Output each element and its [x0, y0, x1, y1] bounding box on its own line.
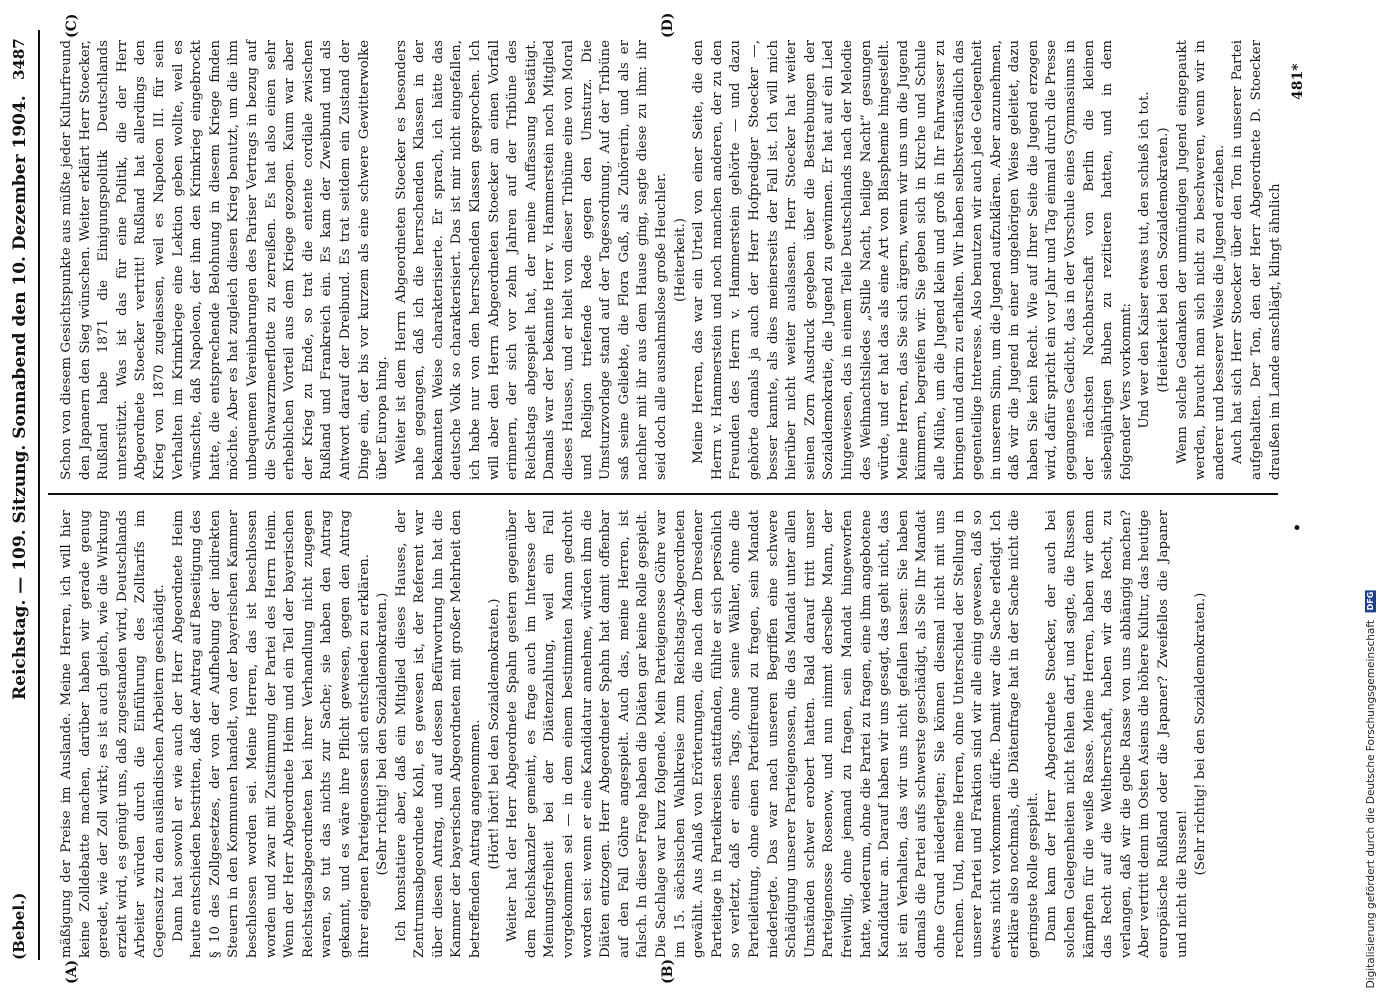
paragraph: Weiter hat der Herr Abgeordnete Spahn gestern gegenüber dem Reichskanzler gemeint, es frage auch im Interesse der Meinungsfreiheit bei der Diätenzahlung, weil ein Fall vorgekommen sei — in dem einem bestimmten Mann gedroht worden sei: wenn er eine Kandidatur annehme, würden ihm die Diäten entzogen. Herr Abgeordneter Spahn hat damit offenbar auf den Fall Göhre angespielt. Auch das, meine Herren, ist falsch. In dieser Frage haben die Diäten gar keine Rolle gespielt. Die Sachlage war kurz folgende. Mein Parteigenosse Göhre war im 15. sächsischen Wahlkreise zum Reichstags-Abgeordneten gewählt. Aus Anlaß von Erörterungen, die nach dem Dresdener Parteitage in Parteikreisen stattfanden, fühlte er sich persönlich so verletzt, daß er eines Tags, ohne seine Wähler, ohne die Parteileitung, ohne einen Parteifreund zu fragen, sein Mandat niederlegte. Das war nach unseren Begriffen eine schwere Schädigung unserer Parteigenossen, die das Mandat unter allen Umständen schwer erobert hatten. Bald darauf tritt unser Parteigenosse Rosenow, und nun nimmt derselbe Mann, der freiwillig, ohne jemand zu fragen, sein Mandat hingeworfen hatte, wiederum, ohne die Partei zu fragen, eine ihm angebotene Kandidatur an. Darauf haben wir uns gesagt, das geht nicht, das ist ein Verhalten, das wir uns nicht gefallen lassen: Sie haben damals die Partei aufs schwerste geschädigt, als Sie Ihr Mandat ohne Grund niederlegten; Sie können diesmal nicht mit uns rechnen. Und, meine Herren, ohne Unterschied der Stellung in unserer Partei und Fraktion sind wir alle einig gewesen, daß so etwas nicht vorkommen dürfe. Damit war die Sache erledigt. Ich erkläre also nochmals, die Diätenfrage hat in der Sache nicht die geringste Rolle gespielt. — [505, 510, 1041, 958]
right-text-column — [58, 40, 1283, 480]
paragraph: Ich konstatiere aber, daß ein Mitglied dieses Hauses, der Zentrumsabgeordnete Kohl, es gewesen ist, der Referent war über diesen Antrag, und auf dessen Befürwortung hin hat die Kammer der bayerischen Abgeordneten mit großer Mehrheit den betreffenden Antrag angenommen. — [393, 510, 484, 958]
speaker-name: (Bebel.) — [10, 892, 28, 960]
paragraph: Weiter ist dem Herrn Abgeordneten Stoecker es besonders nahe gegangen, daß ich die herrschenden Klassen in der bekannten Weise charakterisierte. Er sprach, ich hätte das deutsche Volk so charakterisiert. Das ist mir nicht eingefallen, ich habe nur von den herrschenden Klassen gesprochen. Ich will aber den Herrn Abgeordneten Stoecker an einen Vorfall erinnern, der sich vor zehn Jahren auf der Tribüne des Reichstags abgespielt hat, der meine Auffassung bestätigt. Damals war der bekannte Herr v. Hammerstein noch Mitglied dieses Hauses, und er hielt von dieser Tribüne eine von Moral und Religion triefende Rede gegen den Umsturz. Die Umsturzvorlage stand auf der Tagesordnung. Auf der Tribüne saß seine Geliebte, die Flora Gaß, als Zuhörerin, und als er nachher mit ihr aus dem Hause ging, sagte diese zu ihm: ihr seid doch alle ausnahmslose große Heuchler. — [393, 40, 669, 480]
paragraph: Dann hat sowohl er wie auch der Herr Abgeordnete Heim heute entschieden bestritten, daß der Antrag auf Beseitigung des § 10 des Zollgesetzes, der von der Aufhebung der indirekten Steuern in den Kommunen handelt, von der bayerischen Kammer beschlossen worden sei. Meine Herren, das ist beschlossen worden und zwar mit Zustimmung der Partei des Herrn Heim. Wenn der Herr Abgeordnete Heim und ein Teil der bayerischen Reichstagsabgeordneten bei ihrer Verhandlung nicht zugegen waren, so tut das nichts zur Sache; sie haben den Antrag gekannt, und es wäre ihre Pflicht gewesen, gegen den Antrag ihrer eigenen Parteigenossen sich entschieden zu erklären. — [170, 510, 372, 958]
paragraph: Auch hat sich Herr Stoecker über den Ton in unserer Partei aufgehalten. Der Ton, den der Herr Abgeordnete D. Stoecker draußen im Lande anschlägt, klingt ähnlich — [1230, 40, 1283, 480]
margin-mark-b: (B) — [660, 958, 676, 984]
paragraph: Meine Herren, das war ein Urteil von einer Seite, die den Herrn v. Hammerstein und noch manchen anderen, der zu den Freunden des Herrn v. Hammerstein gehörte — und dazu gehörte damals ja auch der Herr Hofprediger Stoecker —, besser kannte, als dies meinerseits der Fall ist. Ich will mich hierüber nicht weiter auslassen. Herr Stoecker hat weiter seinen Zorn Ausdruck gegeben über die Bestrebungen der Sozialdemokratie, die Jugend zu gewinnen. Er hat auf ein Lied hingewiesen, das in einem Teile Deutschlands nach der Melodie des Weihnachtsliedes „Stille Nacht, heilige Nacht“ gesungen würde, und er hat das als eine Art von Blasphemie hingestellt. Meine Herren, das Sie sich ärgern, wenn wir uns um die Jugend kümmern, begreifen wir. Sie geben sich in Kirche und Schule alle Mühe, um die Jugend klein und groß in Ihr Fahrwasser zu bringen und darin zu erhalten. Wir haben selbstverständlich das gegenteilige Interesse. Also benutzen wir auch jede Gelegenheit in unserem Sinn, um die Jugend aufzuklären. Aber anzunehmen, daß wir die Jugend in einer ungehörigen Weise geleitet, dazu haben Sie kein Recht. Wie auf Ihrer Seite die Jugend erzogen wird, dafür spricht ein vor Jahr und Tag einmal durch die Presse gegangenes Gedicht, das in der Vorschule eines Gymnasiums in der nächsten Nachbarschaft von Berlin die kleinen siebenjährigen Buben zu rezitieren hatten, und in dem folgender Vers vorkommt: — [691, 40, 1134, 480]
page-title: Reichstag. — 109. Sitzung. Sonnabend den 10. Dezember 1904. — [10, 95, 30, 700]
left-text-column — [58, 510, 1273, 958]
interjection: Und wer den Kaiser etwas tut, den schieß ich tot. — [1137, 91, 1153, 429]
footer-dot: • — [1290, 523, 1306, 532]
interjection: (Sehr richtig! bei den Sozialdemokraten.) — [1193, 592, 1209, 876]
paragraph: mäßigung der Preise im Auslande. Meine Herren, ich will hier keine Zolldebatte machen, darüber haben wir gerade genug geredet, wie der Zoll wirkt; es ist auch gleich, wie die Wirkung erzielt wird, es genügt uns, daß zugestanden wird, Deutschlands Arbeiter würden durch die Einführung des Zolltarifs im Gegensatz zu den ausländischen Arbeitern geschädigt. — [59, 510, 167, 958]
paragraph: Wenn solche Gedanken der unmündigen Jugend eingepaukt werden, braucht man sich nicht zu beschweren, wenn wir in anderer und besserer Weise die Jugend erziehen. — [1174, 40, 1227, 480]
header-rule — [38, 30, 40, 960]
margin-mark-c: (C) — [64, 13, 80, 38]
page-number: 3487 — [10, 38, 28, 80]
digitization-note-text: Digitalisierung gefördert durch die Deutsche Forschungsgemeinschaft — [1365, 619, 1377, 988]
margin-mark-a: (A) — [64, 959, 80, 984]
dfg-logo: DFG — [1366, 591, 1375, 611]
margin-mark-d: (D) — [660, 12, 676, 38]
paragraph: Dann kam der Herr Abgeordnete Stoecker, der auch bei solchen Gelegenheiten nicht fehlen darf, und sagte, die Russen kämpften für die weiße Rasse. Meine Herren, haben wir denn das Recht auf die Weltherrschaft, haben wir das Recht, zu verlangen, daß wir die gelbe Rasse von uns abhängig machen? Aber vertritt denn im Osten Asiens die höhere Kultur, das heutige europäische Rußland oder die Japaner? Zweifellos die Japaner und nicht die Russen! — [1044, 510, 1190, 958]
paragraph: Schon von diesem Gesichtspunkte aus müßte jeder Kulturfreund den Japanern den Sieg wünschen. Weiter erklärt Herr Stoecker, Rußland habe 1871 die Einigungspolitik Deutschlands unterstützt. Was ist das für eine Politik, die der Herr Abgeordnete Stoecker vertritt! Rußland hat allerdings den Krieg von 1870 zugelassen, weil es Napoleon III. für sein Verhalten im Krimkriege eine Lektion geben wollte, weil es wünschte, daß Napoleon, der ihm den Krimkrieg eingebrockt hatte, die entsprechende Belohnung in diesem Kriege finden möchte. Aber es hat zugleich diesen Krieg benutzt, um die ihm unbequemen Vereinbarungen des Pariser Vertrags in bezug auf die Schwarzmeerflotte zu zerreißen. Es hat also einen sehr erheblichen Vorteil aus dem Kriege gezogen. Kaum war aber der Krieg zu Ende, so trat die entente cordiale zwischen Rußland und Frankreich ein. Es kam der Zweibund und als Antwort darauf der Dreibund. Es trat seitdem ein Zustand der Dinge ein, der bis vor kurzem als eine schwere Gewitterwolke über Europa hing. — [59, 40, 391, 480]
digitization-note — [1365, 590, 1377, 988]
interjection: (Sehr richtig! bei den Sozialdemokraten.) — [375, 592, 391, 876]
footer-mark: 481* — [1290, 63, 1306, 100]
column-divider — [48, 494, 1278, 496]
interjection: (Heiterkeit bei den Sozialdemokraten.) — [1156, 127, 1172, 393]
interjection: (Heiterkeit.) — [672, 218, 688, 302]
interjection: (Hört! hört! bei den Sozialdemokraten.) — [486, 598, 502, 870]
